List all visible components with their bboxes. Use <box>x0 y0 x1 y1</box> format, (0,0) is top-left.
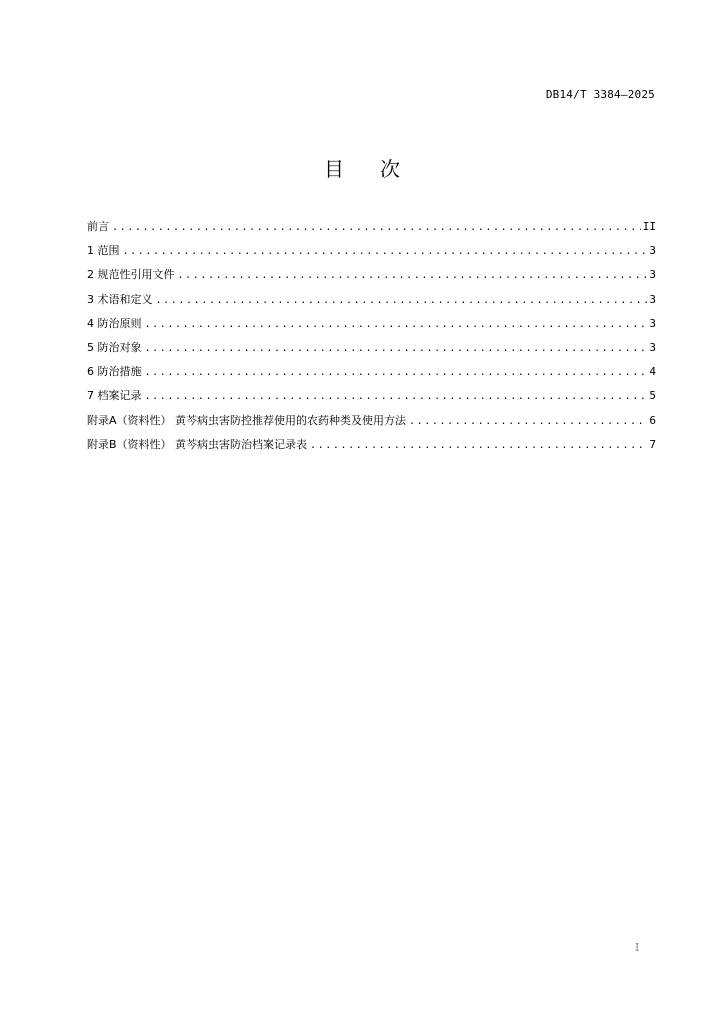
toc-entry-page: 3 <box>649 292 656 306</box>
toc-entry-label: 附录A（资料性） 黄芩病虫害防控推荐使用的农药种类及使用方法 <box>87 413 407 427</box>
toc-entry-normative-references[interactable] <box>87 266 656 290</box>
toc-entry-appendix-a[interactable] <box>87 412 656 436</box>
toc-entry-page: 7 <box>649 437 656 451</box>
toc-entry-page: 3 <box>649 340 656 354</box>
toc-entry-label: 3 术语和定义 <box>87 292 153 306</box>
toc-entry-foreword[interactable] <box>87 218 656 242</box>
toc-entry-label: 6 防治措施 <box>87 365 142 379</box>
toc-entry-label: 附录B（资料性） 黄芩病虫害防治档案记录表 <box>87 437 308 451</box>
document-code: DB14/T 3384—2025 <box>545 88 655 101</box>
toc-entry-archive-records[interactable] <box>87 387 656 411</box>
toc-entry-page: II <box>642 220 656 233</box>
toc-leader-dots <box>310 440 647 451</box>
toc-entry-page: 3 <box>649 268 656 282</box>
toc-entry-page: 3 <box>649 316 656 330</box>
toc-entry-page: 6 <box>649 413 656 427</box>
toc-entry-scope[interactable] <box>87 242 656 266</box>
toc-entry-label: 5 防治对象 <box>87 340 142 354</box>
toc-entry-label: 7 档案记录 <box>87 389 142 403</box>
toc-entry-control-targets[interactable] <box>87 339 656 363</box>
toc-leader-dots <box>112 222 641 233</box>
page-number: I <box>635 941 640 954</box>
toc-leader-dots <box>156 295 648 306</box>
toc-entry-label: 1 范围 <box>87 244 120 258</box>
toc-leader-dots <box>178 270 648 281</box>
toc-entry-page: 4 <box>649 365 656 379</box>
toc-leader-dots <box>409 416 647 427</box>
toc-entry-control-measures[interactable] <box>87 363 656 387</box>
toc-entry-control-principles[interactable] <box>87 315 656 339</box>
toc-entry-label: 前言 <box>87 220 109 233</box>
toc-leader-dots <box>145 367 648 378</box>
toc-entry-label: 4 防治原则 <box>87 316 142 330</box>
toc-leader-dots <box>123 246 648 257</box>
page-title: 目次 <box>324 157 436 181</box>
toc-entry-label: 2 规范性引用文件 <box>87 268 175 282</box>
toc-entry-page: 5 <box>649 389 656 403</box>
toc-entry-terms-definitions[interactable] <box>87 291 656 315</box>
toc-leader-dots <box>145 319 648 330</box>
toc-leader-dots <box>145 343 648 354</box>
toc-entry-page: 3 <box>649 244 656 258</box>
table-of-contents <box>87 218 656 460</box>
toc-entry-appendix-b[interactable] <box>87 436 656 460</box>
toc-leader-dots <box>145 391 648 402</box>
